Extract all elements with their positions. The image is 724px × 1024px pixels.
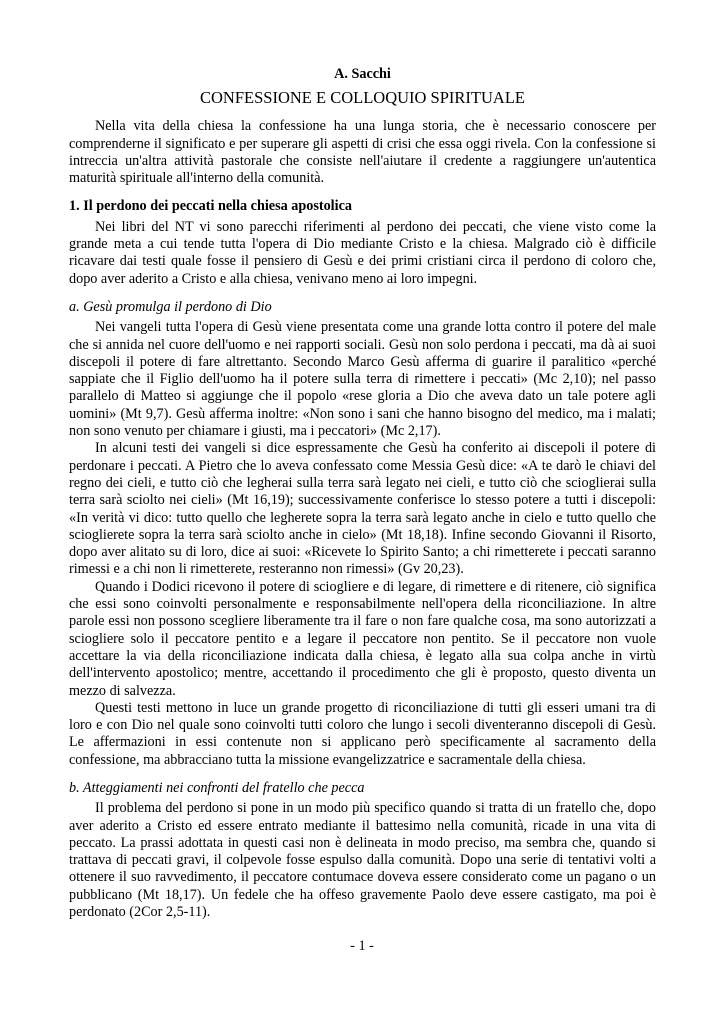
subsection-a-heading: a. Gesù promulga il perdono di Dio bbox=[69, 298, 272, 315]
subsection-a-paragraph-3: Quando i Dodici ricevono il potere di sciogliere e di legare, di rimettere e di ritenere, ciò significa che essi sono coinvolti personalmente e responsabilmente nell'opera della riconciliazione. In altre parole essi non possono scegliere liberamente tra il fare o non fare qualche cosa, ma sono autorizzati a sciogliere solo il peccatore pentito e a legare il peccatore non pentito. Se il peccatore non vuole accettare la via della riconciliazione indicata dalla chiesa, è legato alla sua colpa anche in virtù dell'intervento apostolico; mentre, accettando il procedimento che gli è proposto, questo diventa un mezzo di salvezza. bbox=[69, 578, 656, 699]
document-page bbox=[69, 66, 656, 932]
page-number: - 1 - bbox=[350, 938, 374, 954]
document-title: CONFESSIONE E COLLOQUIO SPIRITUALE bbox=[200, 88, 525, 108]
subsection-a-paragraph-1: Nei vangeli tutta l'opera di Gesù viene presentata come una grande lotta contro il potere del male che si annida nel cuore dell'uomo e nei rapporti sociali. Gesù non solo perdona i peccati, ma dà ai suoi discepoli il potere di fare altrettanto. Secondo Marco Gesù afferma di guarire il paralitico «perché sappiate che il Figlio dell'uomo ha il potere sulla terra di rimettere i peccati» (Mc 2,10); nel passo parallelo di Matteo si aggiunge che il popolo «rese gloria a Dio che aveva dato un tale potere agli uomini» (Mt 9,7). Gesù afferma inoltre: «Non sono i sani che hanno bisogno del medico, ma i malati; non sono venuto per chiamare i giusti, ma i peccatori» (Mc 2,17). bbox=[69, 319, 656, 440]
intro-paragraph: Nella vita della chiesa la confessione ha una lunga storia, che è necessario conoscere per comprenderne il significato e per superare gli aspetti di crisi che essa oggi rivela. Con la confessione si intreccia un'altra attività pastorale che consiste nell'aiutare il credente a raggiungere un'autentica maturità spirituale all'interno della comunità. bbox=[69, 118, 656, 187]
subsection-a bbox=[69, 299, 656, 769]
section-1-paragraph: Nei libri del NT vi sono parecchi riferimenti al perdono dei peccati, che viene visto come la grande meta a cui tende tutta l'opera di Dio mediante Cristo e la chiesa. Malgrado ciò è difficile ricavare dai testi quale fosse il pensiero di Gesù e dei primi cristiani circa il perdono di coloro che, dopo aver aderito a Cristo e alla chiesa, venivano meno ai loro impegni. bbox=[69, 218, 656, 287]
subsection-b bbox=[69, 780, 656, 921]
subsection-b-paragraph: Il problema del perdono si pone in un modo più specifico quando si tratta di un fratello che, dopo aver aderito a Cristo ed essere entrato mediante il battesimo nella comunità, ricade in una vita di peccato. La prassi adottata in questi casi non è delineata in modo preciso, ma sembra che, quando si trattava di peccati gravi, il colpevole fosse espulso dalla comunità. Dopo una serie di tentativi volti a ottenere il suo ravvedimento, il peccatore contumace doveva essere considerato come un pagano o un pubblicano (Mt 18,17). Un fedele che ha offeso gravemente Paolo deve essere castigato, ma poi è perdonato (2Cor 2,5-11). bbox=[69, 800, 656, 921]
author-name: A. Sacchi bbox=[334, 66, 391, 82]
section-1-heading: 1. Il perdono dei peccati nella chiesa apostolica bbox=[69, 198, 352, 215]
intro-section bbox=[69, 118, 656, 187]
section-1 bbox=[69, 198, 656, 287]
subsection-a-paragraph-2: In alcuni testi dei vangeli si dice espressamente che Gesù ha conferito ai discepoli il potere di perdonare i peccati. A Pietro che lo aveva confessato come Messia Gesù dice: «A te darò le chiavi del regno dei cieli, e tutto ciò che legherai sulla terra sarà legato nei cieli, e tutto ciò che scioglierai sulla terra sarà sciolto nei cieli» (Mt 16,19); successivamente conferisce lo stesso potere a tutti i discepoli: «In verità vi dico: tutto quello che legherete sopra la terra sarà legato anche in cielo e tutto quello che scioglierete sopra la terra sarà sciolto anche in cielo» (Mt 18,18). Infine secondo Giovanni il Risorto, dopo aver alitato su di loro, dice ai suoi: «Ricevete lo Spirito Santo; a chi rimetterete i peccati saranno rimessi e a chi non li rimetterete, resteranno non rimessi» (Gv 20,23). bbox=[69, 440, 656, 578]
subsection-a-paragraph-4: Questi testi mettono in luce un grande progetto di riconciliazione di tutti gli esseri umani tra di loro e con Dio nel quale sono coinvolti tutti coloro che lungo i secoli diventeranno discepoli di Gesù. Le affermazioni in essi contenute non si applicano però specificamente al sacramento della confessione, ma abbracciano tutta la missione evangelizzatrice e sacramentale della chiesa. bbox=[69, 699, 656, 768]
subsection-b-heading: b. Atteggiamenti nei confronti del fratello che pecca bbox=[69, 779, 365, 796]
